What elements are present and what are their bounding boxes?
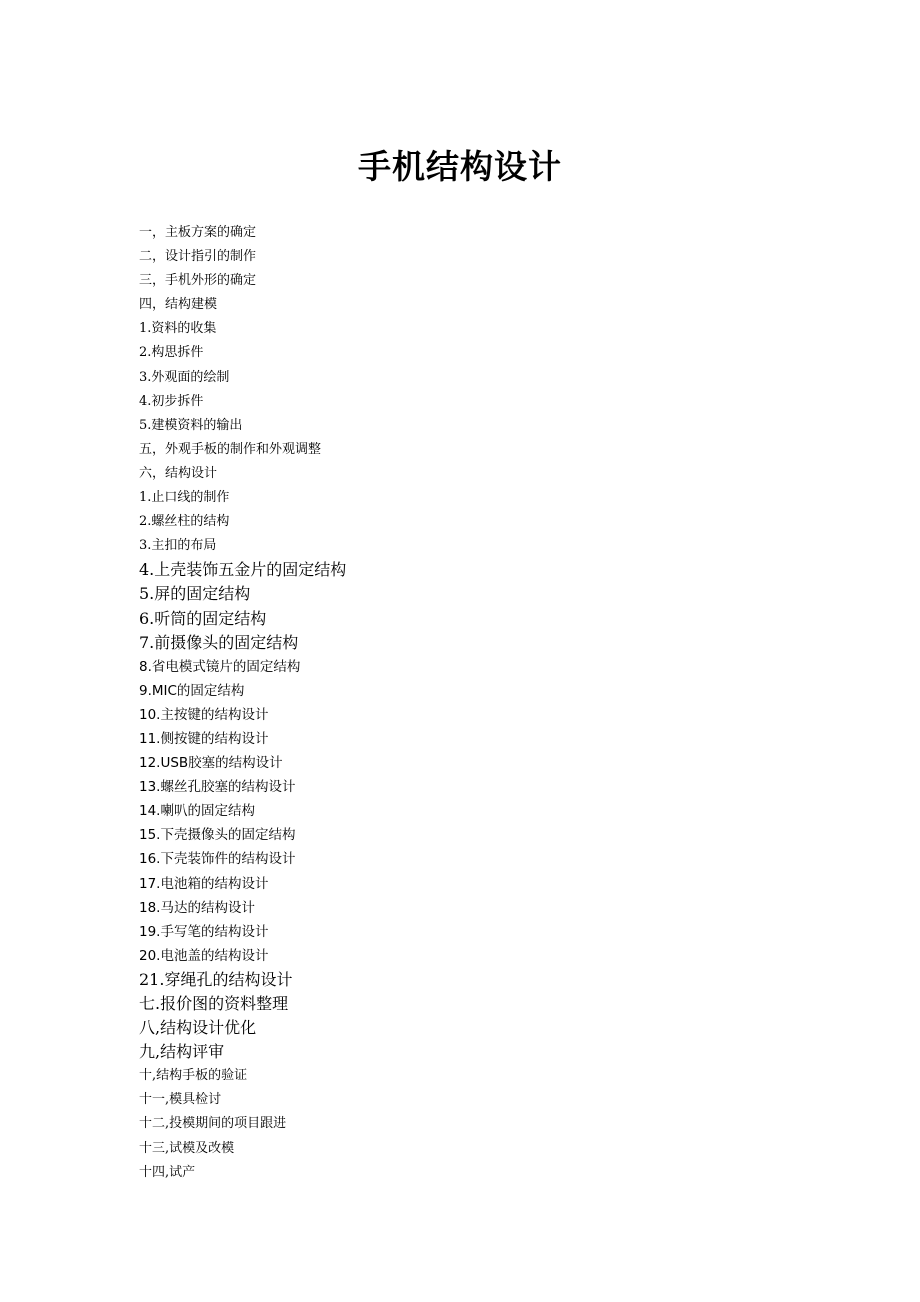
toc-item: 16.下壳装饰件的结构设计 (139, 851, 296, 868)
toc-item: 12.USB胶塞的结构设计 (139, 755, 283, 772)
toc-item: 14.喇叭的固定结构 (139, 803, 255, 820)
toc-item: 十一,模具检讨 (139, 1092, 222, 1108)
toc-item: 5.屏的固定结构 (139, 584, 251, 604)
toc-item: 4.上壳装饰五金片的固定结构 (139, 560, 347, 580)
toc-item: 6.听筒的固定结构 (139, 608, 267, 628)
toc-item: 四，结构建模 (139, 297, 218, 313)
toc-item: 15.下壳摄像头的固定结构 (139, 827, 296, 844)
toc-item: 17.电池箱的结构设计 (139, 875, 269, 892)
toc-item: 1.止口线的制作 (139, 490, 230, 506)
toc-item: 十三,试模及改模 (139, 1140, 235, 1156)
toc-item: 7.前摄像头的固定结构 (139, 632, 299, 652)
toc-item: 六，结构设计 (139, 465, 218, 481)
toc-item: 8.省电模式镜片的固定结构 (139, 658, 301, 675)
toc-item: 二，设计指引的制作 (139, 249, 257, 265)
toc-item: 十四,试产 (139, 1164, 196, 1180)
toc-item: 三，手机外形的确定 (139, 273, 257, 289)
toc-item: 3.主扣的布局 (139, 538, 217, 554)
toc-item: 13.螺丝孔胶塞的结构设计 (139, 779, 296, 796)
toc-item: 一，主板方案的确定 (139, 225, 257, 240)
toc-item: 五，外观手板的制作和外观调整 (139, 441, 322, 457)
toc-item: 九,结构评审 (139, 1042, 225, 1062)
toc-item: 十二,投模期间的项目跟进 (139, 1116, 287, 1132)
toc-item: 5.建模资料的输出 (139, 417, 243, 433)
toc-item: 20.电池盖的结构设计 (139, 947, 269, 964)
toc-item: 2.螺丝柱的结构 (139, 514, 230, 530)
toc-item: 1.资料的收集 (139, 321, 217, 337)
toc-item: 2.构思拆件 (139, 345, 204, 361)
page-title: 手机结构设计 (358, 147, 562, 186)
toc-item: 9.MIC的固定结构 (139, 682, 245, 699)
toc-item: 11.侧按键的结构设计 (139, 730, 269, 747)
toc-item: 八,结构设计优化 (139, 1018, 257, 1038)
toc-item: 十,结构手板的验证 (139, 1068, 248, 1084)
toc-item: 七.报价图的资料整理 (139, 994, 289, 1013)
table-of-contents (139, 221, 739, 1185)
toc-item: 3.外观面的绘制 (139, 369, 230, 385)
toc-item: 21.穿绳孔的结构设计 (139, 969, 293, 989)
toc-item: 18.马达的结构设计 (139, 899, 255, 916)
toc-item: 4.初步拆件 (139, 393, 204, 409)
toc-item: 19.手写笔的结构设计 (139, 923, 269, 940)
toc-item: 10.主按键的结构设计 (139, 706, 269, 723)
